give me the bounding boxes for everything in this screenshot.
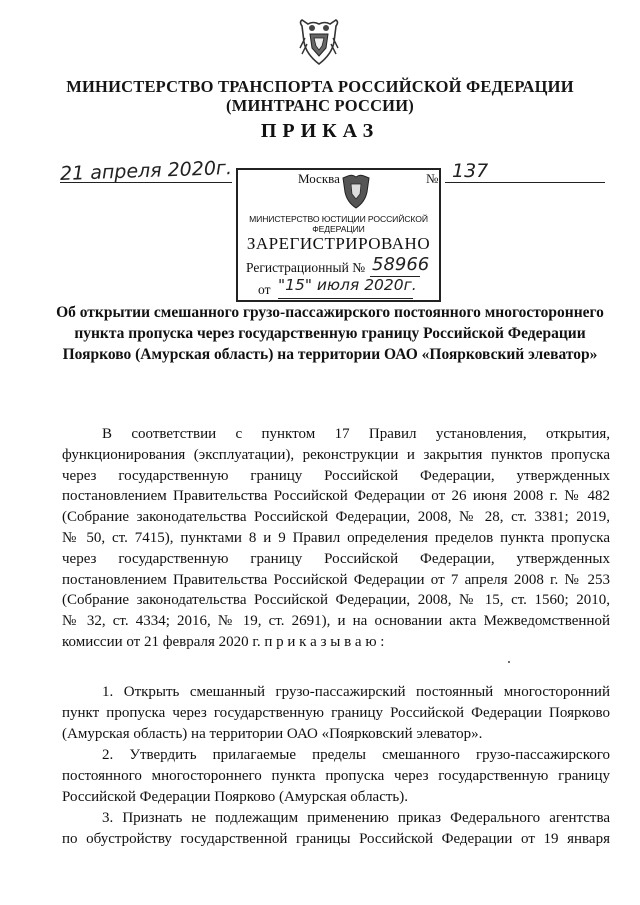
date-underline — [60, 182, 232, 183]
ministry-short-name: (МИНТРАНС РОССИИ) — [226, 96, 414, 115]
text-line: 3. Признать не подлежащим применению приказ Федерального агентства — [102, 810, 610, 826]
stamp-registration-date: "15" июля 2020г. — [278, 276, 417, 294]
text-line: 2. Утвердить прилагаемые пределы смешанного грузо-пассажирского — [102, 747, 610, 763]
text-line: постоянного многостороннего пункта пропуска через государственную границу — [62, 767, 610, 784]
text-line: № 32, ст. 4334; 2016, № 19, ст. 2691), и на основании акта Межведомственной — [62, 613, 610, 630]
text-line: комиссии от 21 февраля 2020 г. п р и к а з ы в а ю : — [62, 633, 385, 650]
text-line: постановлением Правительства Российской Федерации от 26 июня 2008 г. № 482 — [62, 488, 610, 505]
preamble-paragraph — [62, 424, 610, 653]
text-line: функционирования (эксплуатации), реконструкции и закрытия пунктов пропуска — [62, 446, 610, 463]
text-line: (Собрание законодательства Российской Федерации, 2008, № 28, ст. 3381; 2019, — [62, 509, 610, 526]
stamp-coat-of-arms-icon — [338, 172, 374, 210]
text-line: пункт пропуска через государственную границу Российской Федерации Поярково — [62, 704, 610, 721]
text-line: (Амурская область) на территории ОАО «Поярковский элеватор». — [62, 725, 483, 742]
russian-coat-of-arms-icon — [296, 18, 342, 68]
text-line: № 50, ст. 7415), пунктами 8 и 9 Правил определения пределов пункта пропуска — [62, 529, 610, 546]
stamp-number-sign: № — [426, 171, 439, 186]
stamp-from-prefix: от — [258, 282, 271, 297]
stamp-city: Москва — [298, 171, 340, 186]
scan-speck — [508, 661, 510, 663]
text-line: В соответствии с пунктом 17 Правил установления, открытия, — [102, 426, 610, 442]
text-line: (Собрание законодательства Российской Федерации, 2008, № 15, ст. 1560; 2010, — [62, 592, 610, 609]
number-underline — [445, 182, 605, 183]
subject-line: Поярково (Амурская область) на территории ОАО «Поярковский элеватор» — [62, 346, 598, 363]
subject-line: пункта пропуска через государственную границу Российской Федерации — [74, 325, 586, 342]
text-line: через государственную границу Российской Федерации, утвержденных — [62, 467, 610, 484]
stamp-registered: ЗАРЕГИСТРИРОВАНО — [246, 234, 431, 253]
order-number: 137 — [452, 160, 489, 182]
stamp-reg-number: 58966 — [372, 254, 430, 275]
text-line: 1. Открыть смешанный грузо-пассажирский постоянный многосторонний — [102, 684, 610, 700]
order-subject — [50, 302, 610, 365]
registration-stamp — [236, 168, 441, 302]
stamp-reg-number-label: Регистрационный № — [246, 260, 366, 275]
from-date-underline — [278, 298, 413, 299]
subject-line: Об открытии смешанного грузо-пассажирского постоянного многостороннего — [56, 304, 604, 321]
order-item-1 — [62, 682, 610, 744]
text-line: постановлением Правительства Российской Федерации от 7 апреля 2008 г. № 253 — [62, 571, 610, 588]
text-line: по обустройству государственной границы Российской Федерации от 19 января — [62, 830, 610, 847]
document-type: ПРИКАЗ — [260, 120, 380, 142]
ministry-name: МИНИСТЕРСТВО ТРАНСПОРТА РОССИЙСКОЙ ФЕДЕРАЦИИ — [66, 77, 574, 96]
stamp-department: МИНИСТЕРСТВО ЮСТИЦИИ РОССИЙСКОЙ ФЕДЕРАЦИИ — [249, 214, 428, 234]
text-line: Российской Федерации Поярково (Амурская область). — [62, 788, 409, 805]
order-item-2 — [62, 745, 610, 807]
text-line: через государственную границу Российской Федерации, утвержденных — [62, 550, 610, 567]
order-item-3 — [62, 808, 610, 850]
order-date: 21 апреля 2020г. — [59, 157, 233, 185]
